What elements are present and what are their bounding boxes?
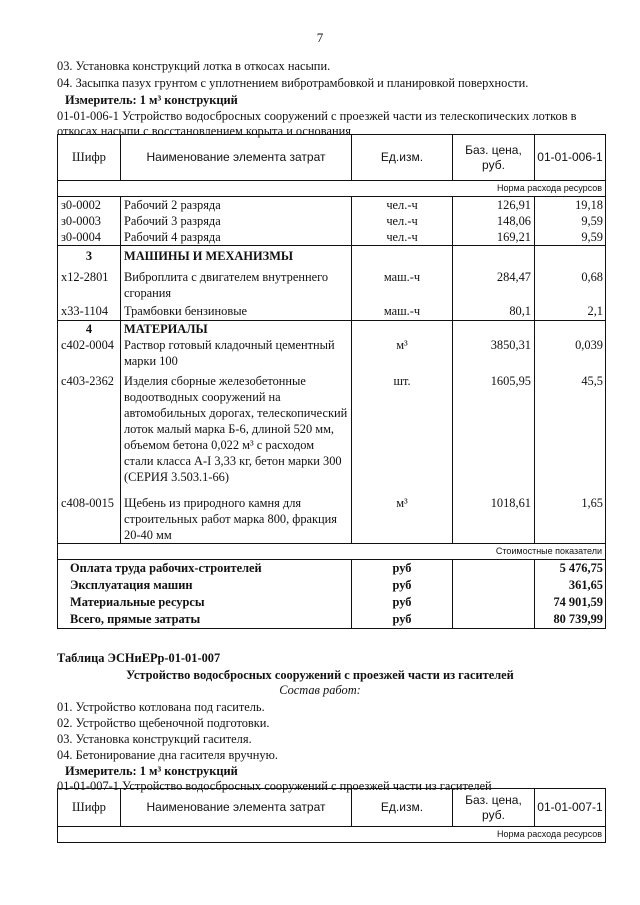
work-item: 01. Устройство котлована под гаситель. <box>57 700 265 714</box>
header-unit: Ед.изм. <box>352 789 453 827</box>
total-name: Материальные ресурсы <box>58 594 352 611</box>
row-price: 284,47 <box>453 266 535 301</box>
cost-label: Стоимостные показатели <box>58 544 606 560</box>
norm-description: откосах насыпи с восстановлением корыта и основания <box>57 124 351 138</box>
work-item: 02. Устройство щебеночной подготовки. <box>57 716 270 730</box>
section-number: 3 <box>58 246 121 266</box>
row-code: х12-2801 <box>58 266 121 301</box>
section-row-materials <box>58 321 606 338</box>
row-value: 0,039 <box>535 337 606 369</box>
table-row <box>58 369 606 485</box>
row-name: Рабочий 4 разряда <box>121 229 352 246</box>
table-row <box>58 301 606 321</box>
total-value: 361,65 <box>535 577 606 594</box>
row-unit: чел.-ч <box>352 213 453 229</box>
norm-label: Норма расхода ресурсов <box>58 827 606 843</box>
row-unit: чел.-ч <box>352 197 453 214</box>
row-value: 9,59 <box>535 229 606 246</box>
table-header-row <box>58 789 606 827</box>
row-name <box>121 337 352 369</box>
row-unit: м³ <box>352 485 453 544</box>
work-item: 03. Установка конструкций гасителя. <box>57 732 252 746</box>
header-code: Шифр <box>58 789 121 827</box>
row-name-line: Виброплита с двигателем внутреннего <box>124 269 329 284</box>
row-name-line: водоотводных сооружений на <box>124 390 281 404</box>
header-name: Наименование элемента затрат <box>121 135 352 181</box>
row-name-line: стали класса А-I 3,33 кг, бетон марки 300 <box>124 454 342 468</box>
norm-description: 01-01-007-1 Устройство водосбросных сооружений с проезжей части из гасителей <box>57 779 492 793</box>
row-value: 45,5 <box>535 369 606 485</box>
table-row <box>58 213 606 229</box>
row-name: Рабочий 3 разряда <box>121 213 352 229</box>
work-item: 03. Установка конструкций лотка в откосах насыпи. <box>57 59 331 73</box>
measure-unit: Измеритель: 1 м³ конструкций <box>65 764 238 778</box>
row-unit: маш.-ч <box>352 266 453 301</box>
row-name-line: Раствор готовый кладочный цементный <box>124 338 335 352</box>
header-unit: Ед.изм. <box>352 135 453 181</box>
table-row <box>58 197 606 214</box>
header-price-line: руб. <box>482 157 505 172</box>
total-row <box>58 611 606 629</box>
row-price: 3850,31 <box>453 337 535 369</box>
total-unit: руб <box>352 577 453 594</box>
row-name-line: (СЕРИЯ 3.503.1-66) <box>124 470 229 484</box>
row-code: х33-1104 <box>58 301 121 321</box>
row-name-line: 20-40 мм <box>124 528 172 542</box>
header-ref: 01-01-006-1 <box>535 135 606 181</box>
row-value: 2,1 <box>535 301 606 321</box>
table-title: Таблица ЭСНиЕРр-01-01-007 <box>57 651 221 665</box>
cost-label-row <box>58 544 606 560</box>
section-heading: Устройство водосбросных сооружений с проезжей части из гасителей <box>126 668 514 682</box>
section-row-machines <box>58 246 606 266</box>
row-name <box>121 485 352 544</box>
row-value: 9,59 <box>535 213 606 229</box>
norm-label-row <box>58 827 606 843</box>
row-name <box>121 369 352 485</box>
work-item: 04. Бетонирование дна гасителя вручную. <box>57 748 278 762</box>
table-row <box>58 266 606 301</box>
header-price-line: Баз. цена, <box>465 142 522 157</box>
total-name: Эксплуатация машин <box>58 577 352 594</box>
total-unit: руб <box>352 594 453 611</box>
section-subheading: Состав работ: <box>279 683 361 697</box>
table-header-row <box>58 135 606 181</box>
header-name: Наименование элемента затрат <box>121 789 352 827</box>
row-value: 1,65 <box>535 485 606 544</box>
row-unit: м³ <box>352 337 453 369</box>
section-title: МАТЕРИАЛЫ <box>121 321 352 338</box>
table-row <box>58 229 606 246</box>
section-title: МАШИНЫ И МЕХАНИЗМЫ <box>121 246 352 266</box>
row-price: 169,21 <box>453 229 535 246</box>
total-row <box>58 577 606 594</box>
row-name-line: автомобильных дорогах, телескопический <box>124 406 348 420</box>
row-name-line: объемом бетона 0,022 м³ с расходом <box>124 438 315 452</box>
row-price: 126,91 <box>453 197 535 214</box>
norm-label-row <box>58 181 606 197</box>
total-unit: руб <box>352 611 453 629</box>
header-price-line: Баз. цена, <box>465 792 522 807</box>
header-price <box>453 789 535 827</box>
row-price: 80,1 <box>453 301 535 321</box>
row-name: Рабочий 2 разряда <box>121 197 352 214</box>
total-value: 5 476,75 <box>535 560 606 578</box>
row-unit: чел.-ч <box>352 229 453 246</box>
row-name: Трамбовки бензиновые <box>121 301 352 321</box>
norm-description: 01-01-006-1 Устройство водосбросных сооружений с проезжей части из телескопических лотков в <box>57 109 577 123</box>
row-name-line: строительных работ марка 800, фракция <box>124 512 337 526</box>
total-name: Всего, прямые затраты <box>58 611 352 629</box>
page-number: 7 <box>316 30 324 45</box>
row-value: 19,18 <box>535 197 606 214</box>
row-price: 148,06 <box>453 213 535 229</box>
row-name-line: марки 100 <box>124 354 178 368</box>
row-code: с402-0004 <box>58 337 121 369</box>
total-unit: руб <box>352 560 453 578</box>
row-name-line: сгорания <box>124 285 172 300</box>
measure-unit: Измеритель: 1 м³ конструкций <box>65 93 238 107</box>
row-name <box>121 266 352 301</box>
norm-label: Норма расхода ресурсов <box>58 181 606 197</box>
header-price <box>453 135 535 181</box>
resource-table <box>57 134 606 629</box>
resource-table <box>57 788 606 843</box>
header-ref: 01-01-007-1 <box>535 789 606 827</box>
table-row <box>58 337 606 369</box>
row-unit: шт. <box>352 369 453 485</box>
work-item: 04. Засыпка пазух грунтом с уплотнением вибротрамбовкой и планировкой поверхности. <box>57 76 529 90</box>
total-row <box>58 594 606 611</box>
row-code: з0-0003 <box>58 213 121 229</box>
row-price: 1605,95 <box>453 369 535 485</box>
total-value: 80 739,99 <box>535 611 606 629</box>
header-code: Шифр <box>58 135 121 181</box>
header-price-line: руб. <box>482 807 505 822</box>
row-name-line: Щебень из природного камня для <box>124 496 302 510</box>
total-name: Оплата труда рабочих-строителей <box>58 560 352 578</box>
row-name-line: лоток малый марка Б-6, длиной 520 мм, <box>124 422 335 436</box>
row-code: з0-0004 <box>58 229 121 246</box>
row-code: з0-0002 <box>58 197 121 214</box>
total-row <box>58 560 606 578</box>
row-code: с408-0015 <box>58 485 121 544</box>
row-code: с403-2362 <box>58 369 121 485</box>
row-unit: маш.-ч <box>352 301 453 321</box>
total-value: 74 901,59 <box>535 594 606 611</box>
row-name-line: Изделия сборные железобетонные <box>124 374 306 388</box>
table-row <box>58 485 606 544</box>
section-number: 4 <box>58 321 121 338</box>
row-value: 0,68 <box>535 266 606 301</box>
row-price: 1018,61 <box>453 485 535 544</box>
